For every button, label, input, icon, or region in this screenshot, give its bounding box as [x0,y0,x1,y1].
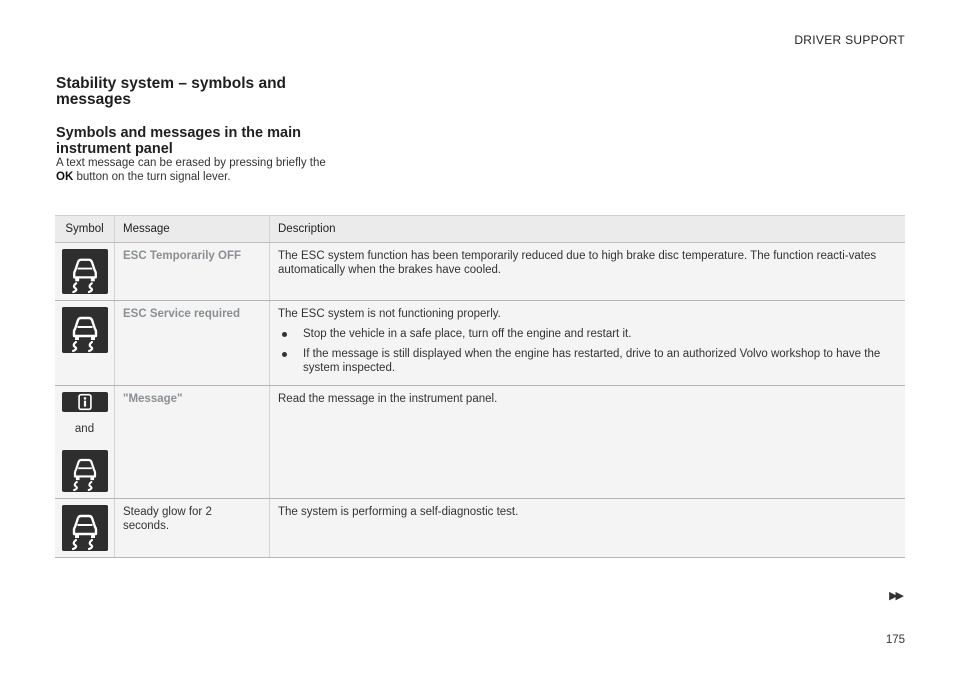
list-item: If the message is still displayed when the engine has restarted, drive to an authorized Volvo workshop to have the system inspected. [278,347,887,375]
description-text: The ESC system is not functioning properly. [278,308,501,320]
message-cell: ESC Service required [114,301,269,385]
header-description: Description [269,216,905,242]
message-cell: ESC Temporarily OFF [114,243,269,300]
intro-text-after: button on the turn signal lever. [73,171,231,183]
next-page-arrows-icon[interactable]: ▶▶ [889,590,902,602]
section-header: DRIVER SUPPORT [794,33,905,47]
description-cell: Read the message in the instrument panel. [269,386,905,498]
ok-button-name: OK [56,171,74,183]
list-item: Stop the vehicle in a safe place, turn off the engine and restart it. [278,327,887,341]
esc-skid-car-icon [62,307,108,353]
esc-skid-car-icon [62,505,108,551]
page-number: 175 [885,634,905,646]
message-cell: "Message" [114,386,269,498]
section-subtitle: Symbols and messages in the main instrument panel [56,125,301,157]
symbols-table [55,215,905,558]
esc-skid-car-icon [62,249,108,294]
table-row [55,243,905,301]
header-message: Message [114,216,269,242]
esc-skid-car-icon [62,450,108,492]
symbol-cell [55,499,114,557]
and-label: and [74,423,95,436]
information-message-icon [62,392,108,412]
description-cell: The ESC system function has been temporarily reduced due to high brake disc temperature. The function reacti-vates automatically when the brakes have cooled. [269,243,905,300]
intro-text-before: A text message can be erased by pressing briefly the [56,157,326,169]
table-header-row [55,215,905,243]
table-row [55,499,905,558]
symbol-cell [55,386,114,498]
symbol-cell [55,301,114,385]
message-cell: Steady glow for 2 seconds. [114,499,269,557]
symbol-cell [55,243,114,300]
description-cell [269,301,905,385]
table-row [55,301,905,386]
description-cell: The system is performing a self-diagnostic test. [269,499,905,557]
page-title: Stability system – symbols and messages [56,75,287,108]
instruction-list [278,327,887,375]
table-row [55,386,905,499]
intro-paragraph [56,156,331,184]
header-symbol: Symbol [65,223,104,235]
